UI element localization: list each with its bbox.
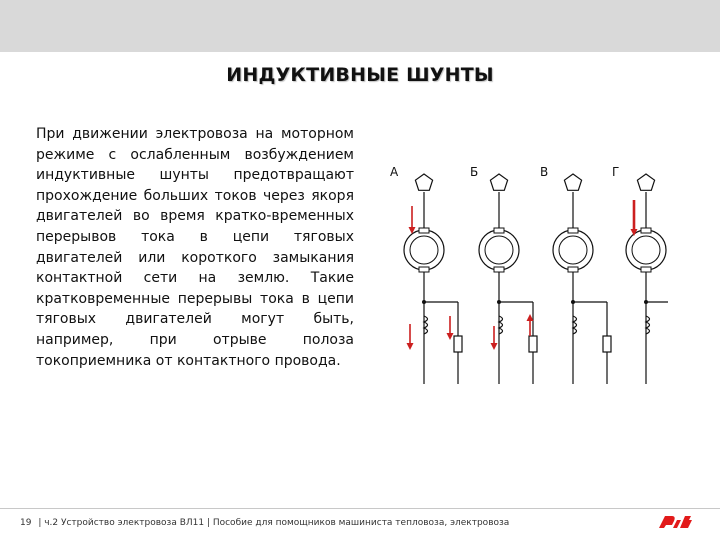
motor-brush [419, 228, 429, 233]
motor-armature [410, 236, 438, 264]
pantograph-symbol [564, 174, 581, 190]
body-paragraph: При движении электровоза на моторном режиме с ослабленным возбуждением индуктивные шунты предотвращают прохождение больших токов через якоря двигателей во время кратко-временных перерывов тока в цепи тяговых двигателей или короткого замыкания контактной сети на землю. Такие кратковременные перерывы тока в цепи тяговых двигателей могут быть, например, при отрыве полоза токоприемника от контактного провода. [36, 126, 354, 369]
footer-text: | ч.2 Устройство электровоза ВЛ11 | Пособие для помощников машиниста тепловоза, электровоза [38, 518, 510, 528]
motor-armature [559, 236, 587, 264]
header-band [0, 0, 720, 52]
footer [20, 518, 509, 528]
branch-label-4: Г [612, 165, 620, 179]
shunt-circuit-diagram [378, 156, 668, 396]
page-number: 19 [20, 518, 32, 528]
page-title: ИНДУКТИВНЫЕ ШУНТЫ [226, 64, 494, 86]
motor-brush [494, 267, 504, 272]
branch-label-2: Б [470, 165, 479, 179]
branch-label-1: А [390, 165, 399, 179]
current-arrow-head [491, 343, 498, 350]
motor-brush [641, 267, 651, 272]
motor-armature [632, 236, 660, 264]
motor-brush [419, 267, 429, 272]
shunt-resistor [454, 336, 462, 352]
branch-label-3: В [540, 165, 549, 179]
shunt-resistor [603, 336, 611, 352]
rzd-logo [656, 512, 694, 532]
pantograph-symbol [490, 174, 507, 190]
current-arrow-head [407, 343, 414, 350]
motor-brush [641, 228, 651, 233]
pantograph-symbol [637, 174, 654, 190]
footer-divider [0, 508, 720, 509]
shunt-resistor [529, 336, 537, 352]
current-arrow-head [447, 333, 454, 340]
motor-armature [485, 236, 513, 264]
motor-brush [494, 228, 504, 233]
motor-brush [568, 228, 578, 233]
motor-brush [568, 267, 578, 272]
pantograph-symbol [415, 174, 432, 190]
